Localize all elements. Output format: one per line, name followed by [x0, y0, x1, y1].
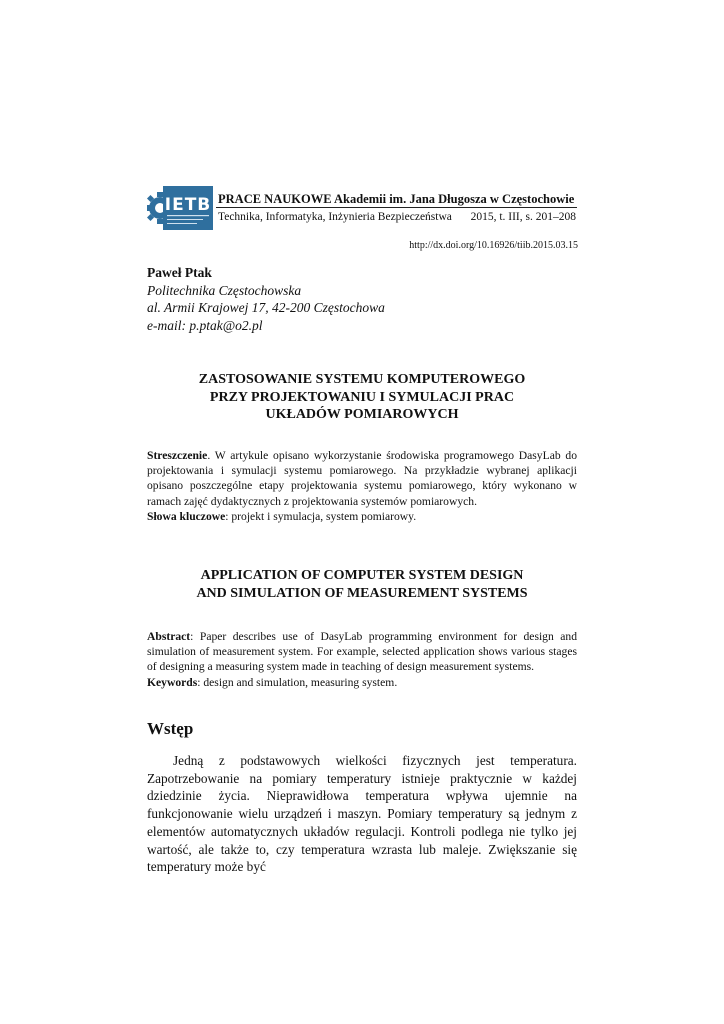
keywords-en-label: Keywords: [147, 675, 198, 689]
author-block: [147, 264, 385, 334]
abstract-en-text: : Paper describes use of DasyLab programming environment for design and simulation of measurement system. For example, selected application shows various stages of designing a measuring system made in teaching of design measurement systems.: [147, 630, 577, 674]
keywords-pl-label: Słowa kluczowe: [147, 509, 226, 523]
keywords-pl-text: : projekt i symulacja, system pomiarowy.: [225, 509, 417, 523]
abstract-en-paragraph: [147, 629, 577, 675]
abstract-pl-text: . W artykule opisano wykorzystanie środowiska programowego DasyLab do projektowania i symulacji systemu pomiarowego. Na przykładzie wybranej aplikacji opisano poszczególne etapy projektowania systemu pomiarowego, który wykonano w ramach zajęć dydaktycznych z projektowania systemów pomiarowych.: [147, 449, 577, 508]
journal-series-line: [218, 211, 576, 223]
author-name: Paweł Ptak: [147, 265, 212, 280]
abstract-pl: [147, 448, 577, 524]
journal-title: PRACE NAUKOWE Akademii im. Jana Długosza w Częstochowie: [218, 192, 575, 206]
doi-link[interactable]: http://dx.doi.org/10.16926/tiib.2015.03.15: [409, 240, 578, 251]
title-en-line: AND SIMULATION OF MEASUREMENT SYSTEMS: [196, 585, 528, 601]
keywords-pl: [147, 509, 577, 524]
logo-text: IETB: [164, 195, 212, 215]
title-pl-line: PRZY PROJEKTOWANIU I SYMULACJI PRAC: [209, 389, 515, 405]
keywords-en: [147, 675, 577, 690]
abstract-pl-label: Streszczenie: [147, 449, 208, 462]
paper-title-en: [147, 567, 577, 602]
abstract-en-label: Abstract: [147, 630, 191, 643]
title-pl-line: UKŁADÓW POMIAROWYCH: [265, 407, 459, 422]
abstract-en: [147, 629, 577, 690]
journal-logo: [147, 184, 213, 232]
author-address: al. Armii Krajowej 17, 42-200 Częstochowa: [147, 300, 385, 315]
volume-info: 2015, t. III, s. 201–208: [470, 211, 576, 223]
section-heading: Wstęp: [147, 719, 194, 738]
header-divider: [216, 207, 577, 208]
section-body: Jedną z podstawowych wielkości fizycznych jest temperatura. Zapotrzebowanie na pomiary temperatury istnieje praktycznie w każdej dziedzinie życia. Nieprawidłowa temperatura wpływa ujemnie na funkcjonowanie wielu urządzeń i maszyn. Pomiary temperatury są jednym z elementów automatycznych układów regulacji. Kontroli podlega nie tylko jej wartość, ale także to, czy temperatura wzrasta lub maleje. Zwiększanie się temperatury może być: [147, 753, 577, 875]
title-en-line: APPLICATION OF COMPUTER SYSTEM DESIGN: [200, 568, 524, 583]
journal-series: Technika, Informatyka, Inżynieria Bezpieczeństwa: [218, 211, 452, 223]
paper-title-pl: [147, 371, 577, 424]
author-email[interactable]: e-mail: p.ptak@o2.pl: [147, 317, 263, 333]
title-pl-line: ZASTOSOWANIE SYSTEMU KOMPUTEROWEGO: [198, 372, 526, 387]
author-institution: Politechnika Częstochowska: [147, 282, 302, 298]
abstract-pl-paragraph: [147, 448, 577, 509]
keywords-en-text: : design and simulation, measuring system.: [197, 675, 398, 689]
